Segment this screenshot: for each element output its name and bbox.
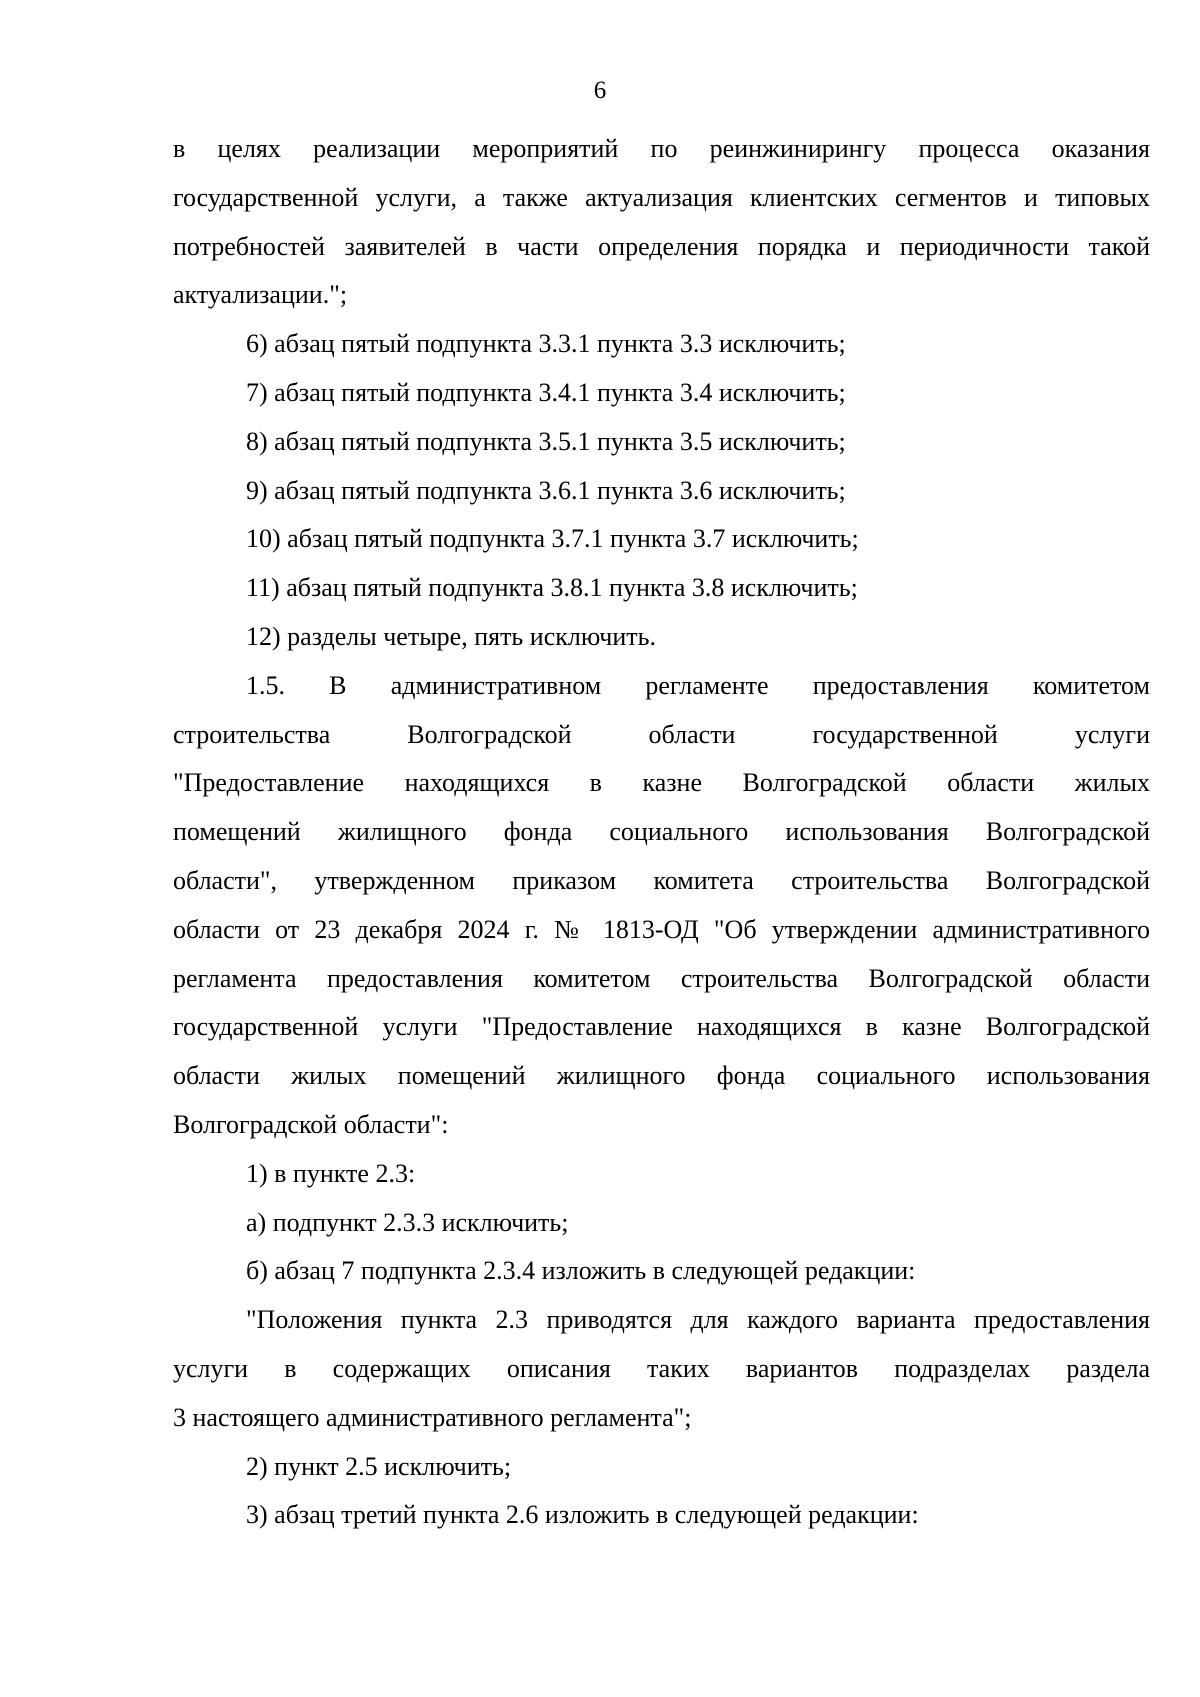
- list-item: 6) абзац пятый подпункта 3.3.1 пункта 3.3 исключить;: [246, 329, 846, 359]
- document-body: [173, 125, 1150, 1540]
- list-item: 9) абзац пятый подпункта 3.6.1 пункта 3.6 исключить;: [246, 475, 846, 505]
- text-line: государственной услуги "Предоставление находящихся в казне Волгоградской: [173, 1012, 1150, 1042]
- list-item: а) подпункт 2.3.3 исключить;: [246, 1207, 569, 1237]
- text-line: области", утвержденном приказом комитета строительства Волгоградской: [173, 865, 1150, 895]
- list-item: 1) в пункте 2.3:: [246, 1158, 416, 1188]
- text-line: в целях реализации мероприятий по реинжинирингу процесса оказания: [173, 134, 1150, 163]
- text-line: области жилых помещений жилищного фонда социального использования: [173, 1061, 1150, 1091]
- text-line: "Положения пункта 2.3 приводятся для каждого варианта предоставления: [246, 1305, 1150, 1335]
- text-line: государственной услуги, а также актуализация клиентских сегментов и типовых: [173, 182, 1150, 212]
- list-item: 8) абзац пятый подпункта 3.5.1 пункта 3.5 исключить;: [246, 426, 846, 456]
- text-line: потребностей заявителей в части определения порядка и периодичности такой: [173, 231, 1150, 261]
- text-line: Волгоградской области":: [173, 1109, 449, 1139]
- list-item: 12) разделы четыре, пять исключить.: [246, 621, 656, 651]
- text-line: "Предоставление находящихся в казне Волгоградской области жилых: [173, 768, 1150, 798]
- text-line: 3 настоящего административного регламента";: [173, 1402, 692, 1432]
- list-item: 10) абзац пятый подпункта 3.7.1 пункта 3.7 исключить;: [246, 524, 859, 554]
- text-line: услуги в содержащих описания таких вариантов подразделах раздела: [173, 1353, 1150, 1383]
- list-item: 7) абзац пятый подпункта 3.4.1 пункта 3.4 исключить;: [246, 377, 846, 407]
- text-line: области от 23 декабря 2024 г. № 1813-ОД "Об утверждении административного: [173, 914, 1150, 944]
- text-line: помещений жилищного фонда социального использования Волгоградской: [173, 817, 1150, 847]
- text-line: актуализации.";: [173, 280, 348, 310]
- text-line: 1.5. В административном регламенте предоставления комитетом: [246, 670, 1150, 700]
- list-item: б) абзац 7 подпункта 2.3.4 изложить в следующей редакции:: [246, 1256, 916, 1286]
- text-line: регламента предоставления комитетом строительства Волгоградской области: [173, 963, 1150, 993]
- list-item: 3) абзац третий пункта 2.6 изложить в следующей редакции:: [246, 1500, 919, 1530]
- list-item: 2) пункт 2.5 исключить;: [246, 1451, 512, 1481]
- text-line: строительства Волгоградской области государственной услуги: [173, 719, 1150, 749]
- page-number: 6: [593, 77, 607, 104]
- list-item: 11) абзац пятый подпункта 3.8.1 пункта 3.8 исключить;: [246, 573, 858, 603]
